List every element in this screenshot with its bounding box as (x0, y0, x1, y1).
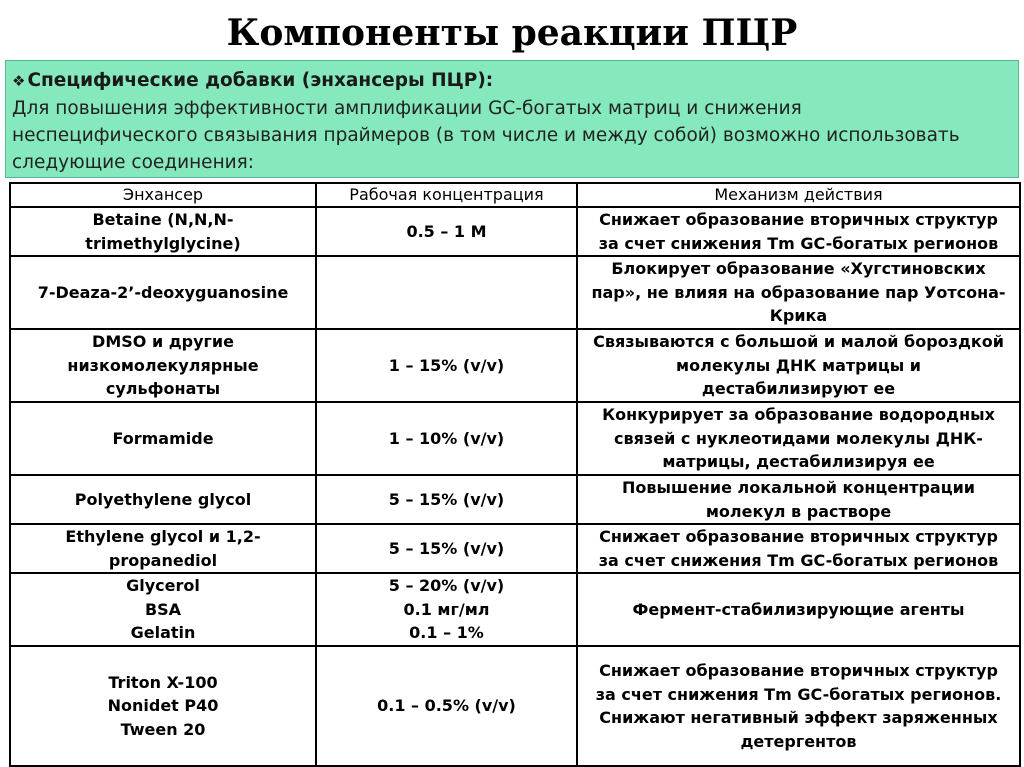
cell-enhancer-line: BSA (144, 599, 182, 619)
cell-mechanism-line: дестабилизируют ее (701, 379, 896, 399)
cell-concentration-line: 0.1 мг/мл (403, 599, 490, 619)
cell-mechanism-line: молекул в растворе (705, 501, 892, 521)
cell-concentration-line: 0.1 – 1% (409, 623, 484, 643)
cell-enhancer-line: 7-Deaza-2’-deoxyguanosine (37, 282, 289, 302)
table-row (10, 256, 1020, 329)
table-row (10, 329, 1020, 402)
cell-enhancer-line: Gelatin (130, 623, 196, 643)
diamond-bullet-icon: ❖ (12, 72, 26, 90)
cell-concentration-line: 5 – 20% (v/v) (388, 576, 505, 596)
cell-mechanism-line: матрицы, дестабилизируя ее (662, 452, 935, 472)
cell-mechanism-line: Фермент-стабилизирующие агенты (632, 599, 965, 619)
cell-mechanism (577, 207, 1020, 256)
cell-mechanism-line: Повышение локальной концентрации (621, 478, 975, 497)
cell-enhancer (10, 256, 316, 329)
intro-heading (12, 67, 1018, 95)
cell-mechanism-line: связей с нуклеотидами молекулы ДНК- (614, 428, 983, 448)
cell-mechanism (577, 524, 1020, 573)
cell-concentration (316, 524, 577, 573)
cell-concentration-line: 5 – 15% (v/v) (388, 489, 505, 509)
cell-enhancer (10, 207, 316, 256)
cell-mechanism-line: Снижает образование вторичных структур (599, 527, 998, 546)
cell-mechanism-line: Конкурирует за образование водородных (602, 405, 995, 425)
cell-enhancer-line: propanediol (108, 550, 218, 570)
cell-concentration (316, 646, 577, 766)
cell-enhancer-line: DMSO и другие (92, 332, 234, 352)
cell-mechanism-line: за счет снижения Tm GC-богатых регионов (598, 233, 999, 253)
header-mechanism: Механизм действия (577, 183, 1020, 207)
cell-enhancer-line: Triton X-100 (108, 672, 218, 692)
table-row (10, 524, 1020, 573)
cell-mechanism (577, 329, 1020, 402)
cell-enhancer (10, 646, 316, 766)
cell-mechanism (577, 402, 1020, 475)
cell-enhancer-line: Glycerol (126, 576, 200, 596)
cell-enhancer-line: Betaine (N,N,N- (92, 210, 234, 229)
cell-mechanism-line: детергентов (740, 731, 857, 751)
intro-heading-text: Специфические добавки (энхансеры ПЦР): (27, 70, 494, 91)
table-row (10, 207, 1020, 256)
cell-concentration (316, 256, 577, 329)
intro-line: неспецифического связывания праймеров (в том числе и между собой) возможно использовать (12, 125, 960, 146)
cell-mechanism-line: Связываются с большой и малой бороздкой (593, 332, 1004, 352)
cell-enhancer-line: сульфонаты (105, 379, 221, 399)
cell-concentration-line: 0.5 – 1 M (406, 221, 487, 241)
cell-mechanism-line: за счет снижения Tm GC-богатых регионов (598, 550, 999, 570)
intro-line: следующие соединения: (12, 152, 255, 173)
cell-enhancer-line: Formamide (112, 428, 214, 448)
cell-enhancer-line: Polyethylene glycol (74, 489, 252, 509)
cell-enhancer (10, 573, 316, 646)
cell-concentration-line: 1 – 15% (v/v) (388, 355, 505, 375)
table-row (10, 402, 1020, 475)
cell-enhancer (10, 329, 316, 402)
cell-enhancer (10, 524, 316, 573)
table-header-row (10, 183, 1020, 207)
cell-concentration (316, 475, 577, 524)
enhancers-table (9, 182, 1021, 767)
table-row (10, 573, 1020, 646)
table-row (10, 475, 1020, 524)
cell-concentration (316, 329, 577, 402)
cell-enhancer (10, 402, 316, 475)
cell-mechanism-line: пар», не влияя на образование пар Уотсона- (591, 282, 1006, 302)
cell-concentration (316, 573, 577, 646)
intro-line: Для повышения эффективности амплификации GC-богатых матриц и снижения (12, 98, 802, 119)
cell-concentration-line: 1 – 10% (v/v) (388, 428, 505, 448)
cell-mechanism (577, 646, 1020, 766)
cell-mechanism-line: Снижает образование вторичных структур (599, 661, 998, 680)
cell-concentration (316, 207, 577, 256)
page-title: Компоненты реакции ПЦР (226, 12, 798, 54)
cell-enhancer-line: Nonidet P40 (107, 696, 219, 716)
cell-mechanism-line: Снижают негативный эффект заряженных (599, 708, 998, 727)
table-row (10, 646, 1020, 766)
cell-enhancer-line: низкомолекулярные (67, 355, 259, 375)
cell-mechanism (577, 475, 1020, 524)
intro-box (5, 60, 1019, 178)
cell-enhancer-line: Ethylene glycol и 1,2- (65, 527, 261, 546)
cell-mechanism (577, 256, 1020, 329)
cell-enhancer (10, 475, 316, 524)
cell-concentration-line: 5 – 15% (v/v) (388, 538, 505, 558)
header-concentration: Рабочая концентрация (316, 183, 577, 207)
cell-mechanism-line: Снижает образование вторичных структур (599, 210, 998, 229)
cell-enhancer-line: trimethylglycine) (85, 233, 241, 253)
cell-mechanism-line: Блокирует образование «Хугстиновских (611, 259, 986, 279)
cell-concentration (316, 402, 577, 475)
cell-mechanism-line: молекулы ДНК матрицы и (676, 355, 921, 375)
cell-enhancer-line: Tween 20 (120, 719, 206, 739)
cell-mechanism-line: Крика (769, 306, 828, 326)
cell-mechanism (577, 573, 1020, 646)
header-enhancer: Энхансер (10, 183, 316, 207)
cell-mechanism-line: за счет снижения Tm GC-богатых регионов. (595, 684, 1002, 704)
cell-concentration-line: 0.1 – 0.5% (v/v) (377, 696, 516, 716)
